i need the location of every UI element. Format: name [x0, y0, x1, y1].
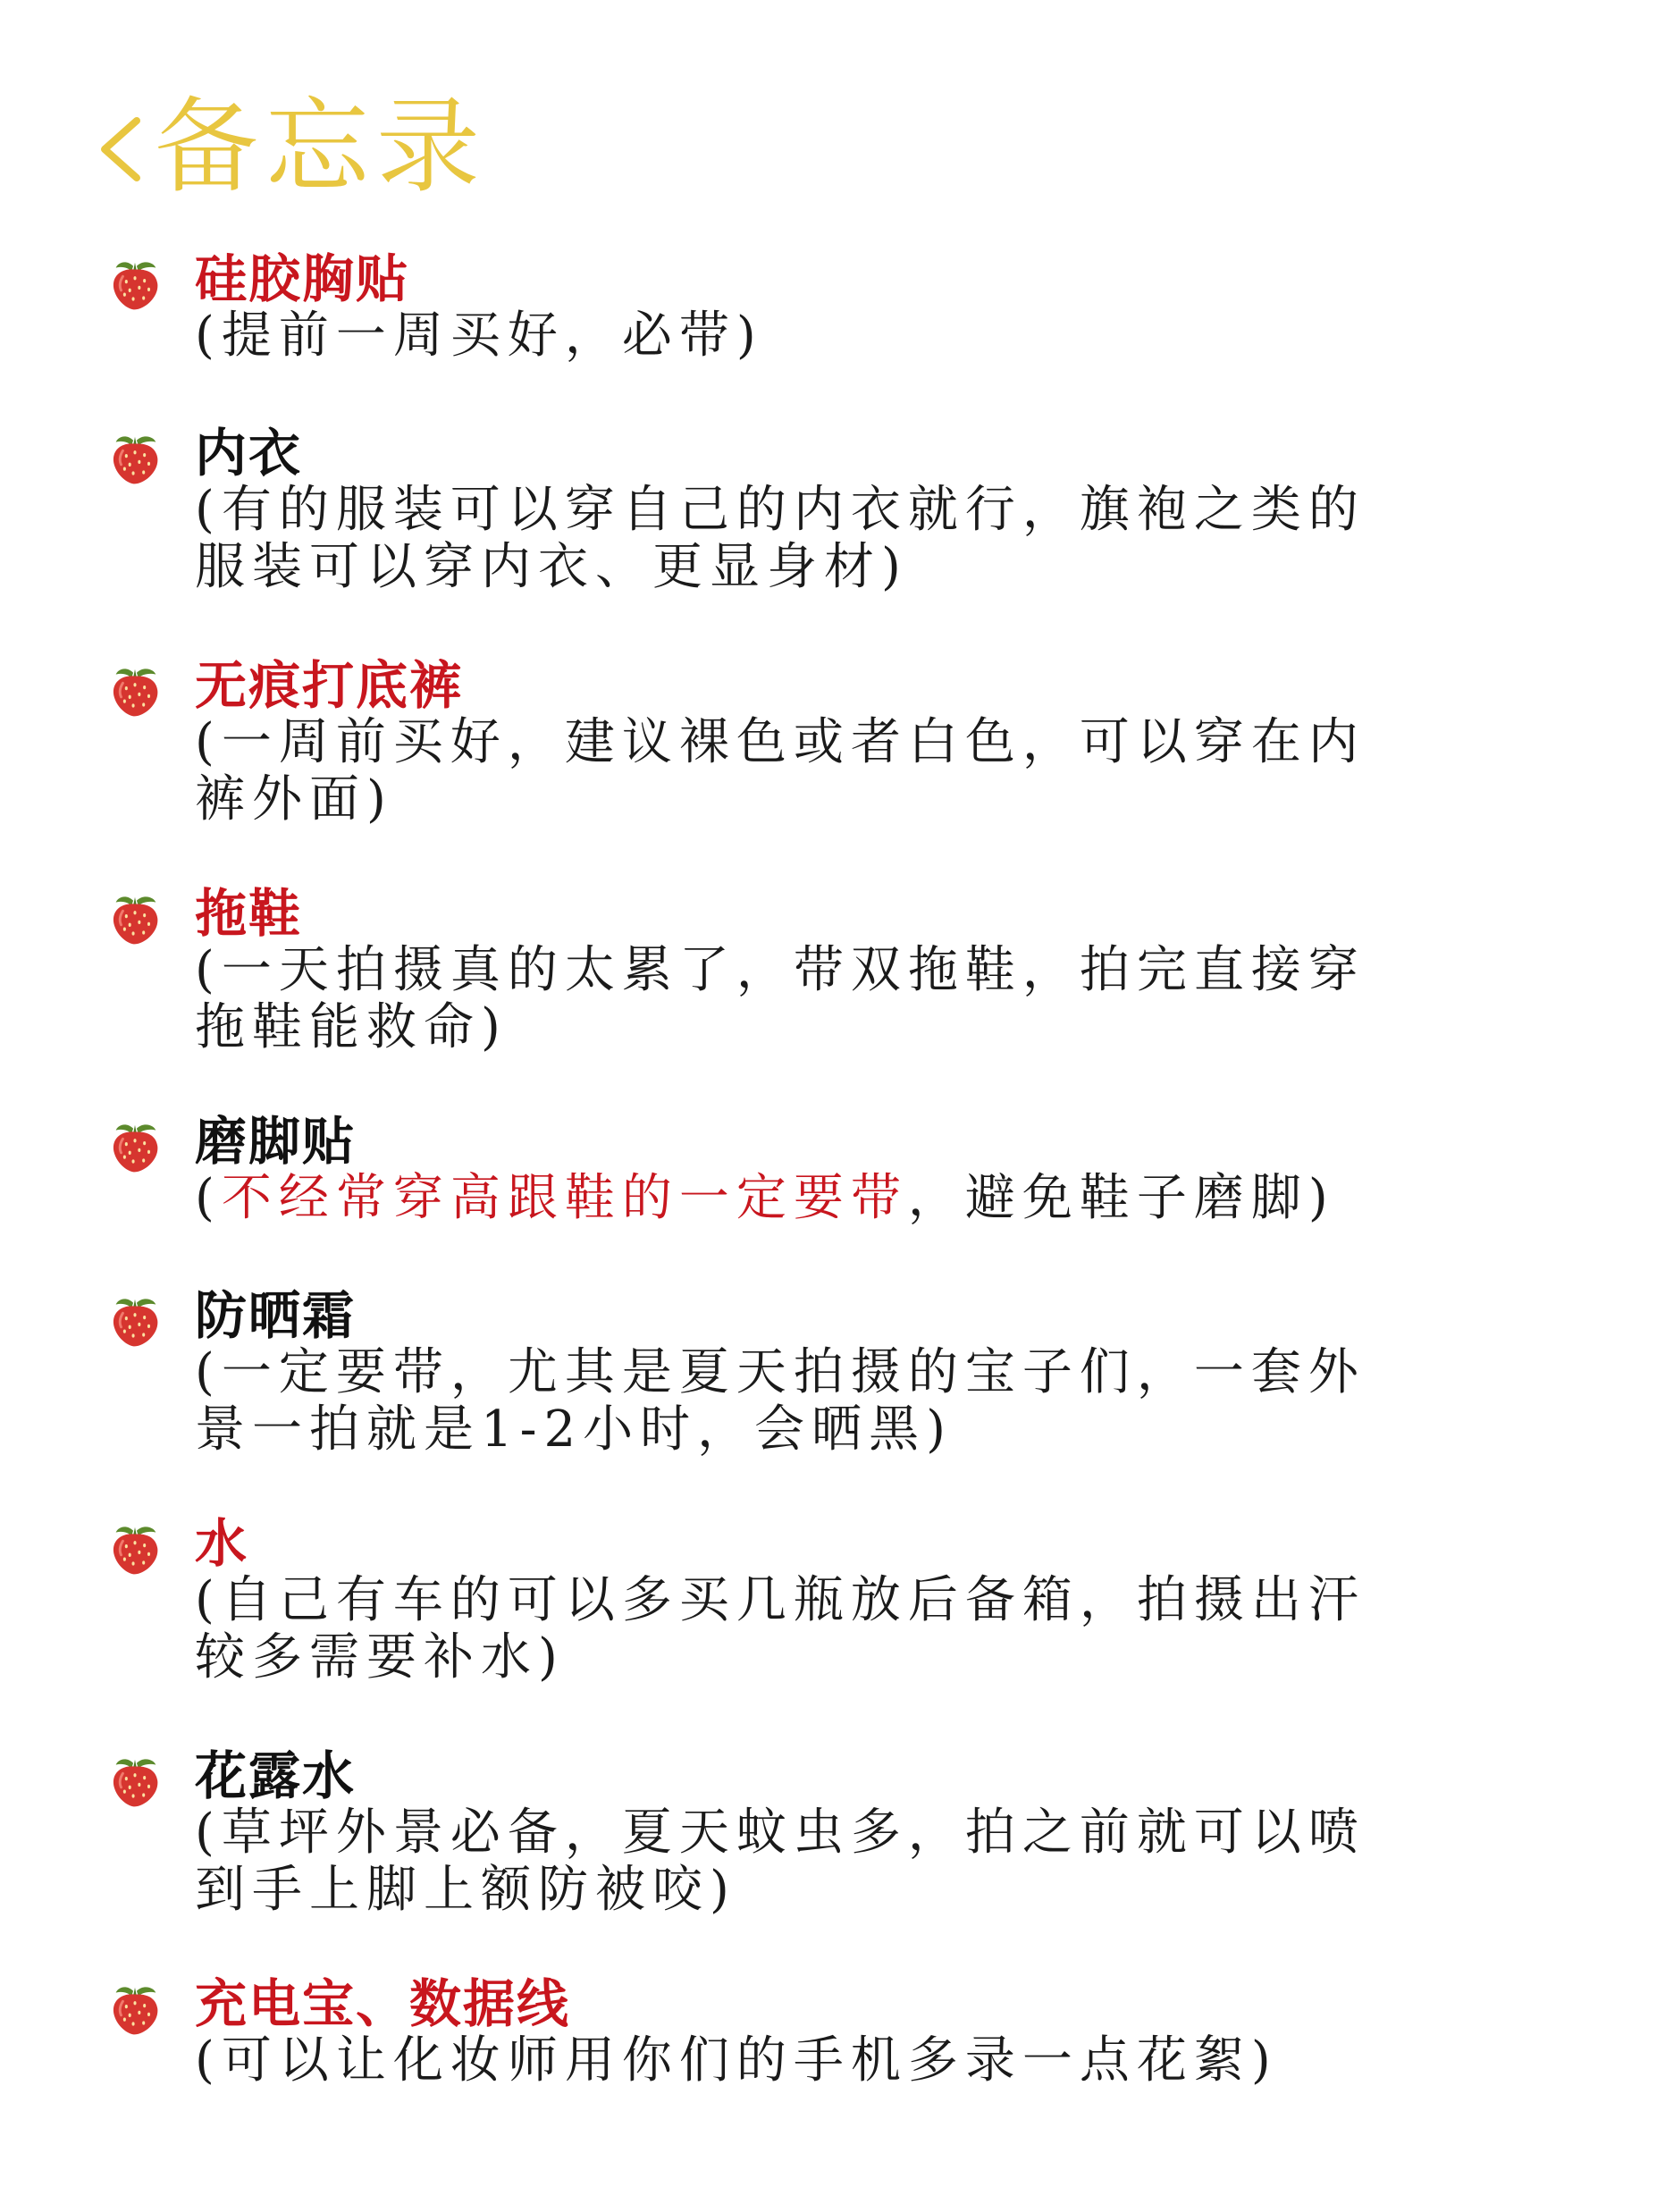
item-desc-line: (提前一周买好，必带)	[195, 307, 763, 365]
item-desc-line: 较多需要补水)	[195, 1628, 565, 1686]
item-desc-line: 到手上脚上额防被咬)	[195, 1861, 736, 1919]
desc-open: (	[195, 1169, 222, 1227]
strawberry-icon	[107, 892, 163, 947]
item-desc-line: (一天拍摄真的太累了，带双拖鞋，拍完直接穿	[195, 941, 1366, 999]
item-desc-line: (自己有车的可以多买几瓶放后备箱，拍摄出汗	[195, 1571, 1366, 1629]
item-title: 拖鞋	[195, 883, 303, 944]
chevron-left-icon[interactable]	[94, 94, 147, 201]
strawberry-icon	[107, 432, 163, 487]
strawberry-icon	[107, 1754, 163, 1810]
item-title: 防晒霜	[195, 1285, 357, 1346]
header[interactable]	[94, 85, 487, 210]
item-title: 花露水	[195, 1745, 357, 1806]
item-title: 水	[195, 1513, 249, 1574]
item-title: 充电宝、数据线	[195, 1973, 571, 2034]
desc-rest: ，避免鞋子磨脚)	[907, 1169, 1335, 1227]
item-desc-line: (有的服装可以穿自己的内衣就行，旗袍之类的	[195, 481, 1366, 539]
item-desc-line: (一定要带，尤其是夏天拍摄的宝子们，一套外	[195, 1343, 1366, 1401]
item-title: 无痕打底裤	[195, 655, 464, 716]
strawberry-icon	[107, 1294, 163, 1350]
item-title: 内衣	[195, 423, 303, 484]
item-desc-line: (草坪外景必备，夏天蚊虫多，拍之前就可以喷	[195, 1804, 1366, 1862]
item-desc-line: 裤外面)	[195, 770, 393, 828]
strawberry-icon	[107, 664, 163, 719]
highlight-text: 不经常穿高跟鞋的一定要带	[221, 1169, 908, 1227]
strawberry-icon	[107, 1982, 163, 2038]
item-desc-line: 服装可以穿内衣、更显身材)	[195, 538, 908, 596]
item-desc-line: 景一拍就是1-2小时，会晒黑)	[195, 1400, 954, 1459]
strawberry-icon	[107, 1120, 163, 1175]
item-desc-line	[195, 1170, 1589, 1227]
item-desc-line: (一周前买好，建议裸色或者白色，可以穿在内	[195, 713, 1366, 771]
item-title: 硅胶胸贴	[195, 248, 410, 309]
item-title: 磨脚贴	[195, 1111, 357, 1172]
strawberry-icon	[107, 257, 163, 313]
item-desc-line: (可以让化妆师用你们的手机多录一点花絮)	[195, 2031, 1278, 2090]
item-desc-line: 拖鞋能救命)	[195, 998, 508, 1056]
strawberry-icon	[107, 1522, 163, 1577]
page-title: 备忘录	[155, 87, 487, 207]
